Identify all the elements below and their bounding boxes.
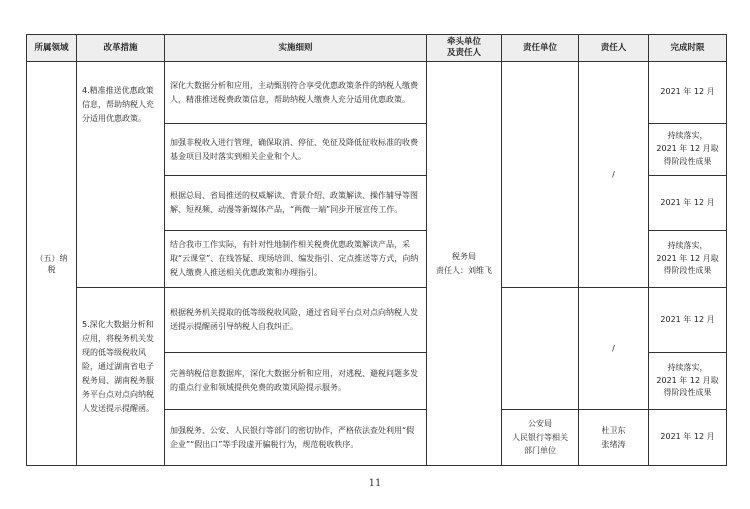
table-row [27,288,727,353]
page-number: 11 [368,478,382,489]
header-lead-line1: 牵头单位 [446,37,481,47]
header-person: 责任人 [579,35,649,62]
reform-measures-table [26,34,727,466]
header-time: 完成时限 [649,35,727,62]
detail-cell: 深化大数据分析和应用，主动甄别符合享受优惠政策条件的纳税人缴费人，精准推送税费政策信息，帮助纳税人缴费人充分适用优惠政策。 [165,62,427,124]
area-cell: （五）纳税 [27,62,77,466]
time-cell: 持续落实， 2021 年 12 月取 得阶段性成果 [649,124,727,176]
detail-cell: 加强税务、公安、人民银行等部门的密切协作，严格依法查处利用“假企业”“假出口”等手段虚开骗税行为，规范税收秩序。 [165,410,427,466]
header-lead-line2: 及责任人 [446,48,481,59]
lead-unit-cell [427,62,502,466]
detail-cell: 完善纳税信息数据库，深化大数据分析和应用，对逃税、避税问题多发的重点行业和领域提供免费的政策风险提示服务。 [165,353,427,410]
table-row [27,62,727,124]
detail-cell: 根据总局、省局推送的权威解读、背景介绍、政策解读、操作辅导等图解、短视频、动漫等新媒体产品，“两微一端”同步开展宣传工作。 [165,176,427,231]
measure-cell: 4.精准推送优惠政策信息，帮助纳税人充分适用优惠政策。 [77,62,165,288]
header-lead [427,35,502,62]
unit-cell: 公安局 人民银行等相关 部门单位 [502,410,579,466]
detail-cell: 加强非税收入进行管理，确保取消、停征、免征及降低征收标准的收费基金项目及时落实到相关企业和个人。 [165,124,427,176]
lead-unit-name: 税务局 [452,252,476,261]
person-cell: / [579,288,649,410]
detail-cell: 根据税务机关提取的低等级税收风险，通过省局平台点对点向纳税人发送提示提醒函引导纳税人自我纠正。 [165,288,427,353]
time-cell: 2021 年 12 月 [649,62,727,124]
header-area: 所属领域 [27,35,77,62]
header-unit: 责任单位 [502,35,579,62]
lead-person-name: 责任人：刘维飞 [436,265,492,275]
time-cell: 2021 年 12 月 [649,176,727,231]
time-cell: 2021 年 12 月 [649,288,727,353]
time-cell: 持续落实， 2021 年 12 月取 得阶段性成果 [649,353,727,410]
time-cell: 2021 年 12 月 [649,410,727,466]
person-cell: 杜卫东 张绪涛 [579,410,649,466]
unit-cell [502,62,579,288]
time-cell: 持续落实， 2021 年 12 月取 得阶段性成果 [649,231,727,288]
person-cell: / [579,62,649,288]
detail-cell: 结合我市工作实际，有针对性地制作相关税费优惠政策解读产品，采取“云课堂”、在线答疑、现场培训、编发指引、定点推送等方式，向纳税人缴费人推送相关优惠政策和办理指引。 [165,231,427,288]
header-measure: 改革措施 [77,35,165,62]
unit-cell [502,288,579,410]
header-row [27,35,727,62]
measure-cell: 5.深化大数据分析和应用，将税务机关发现的低等级税收风险，通过湖南省电子税务局、湖南税务服务平台点对点向纳税人发送提示提醒函。 [77,288,165,466]
header-detail: 实施细则 [165,35,427,62]
